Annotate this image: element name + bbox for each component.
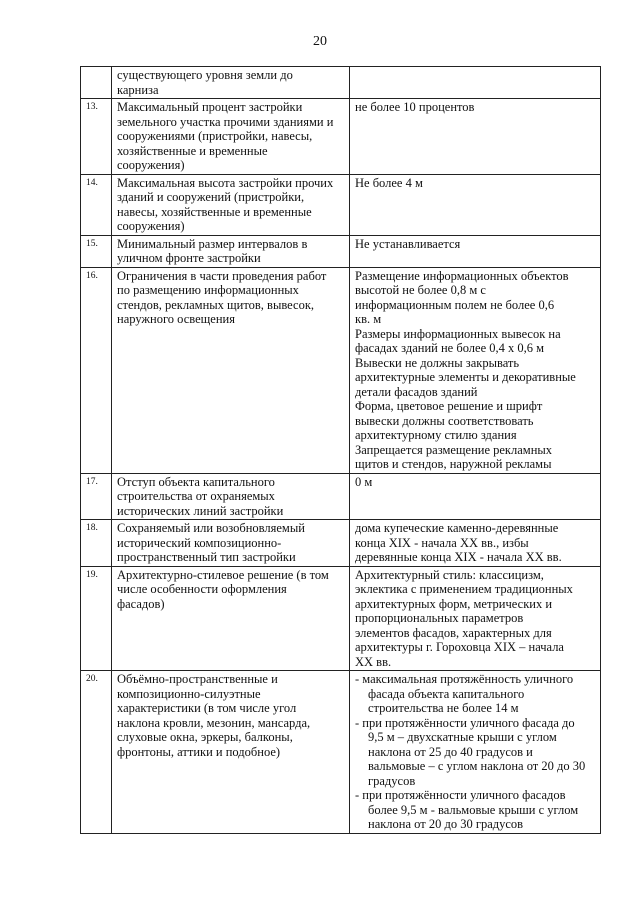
value-cell [350, 67, 601, 99]
parameter-cell [112, 267, 350, 473]
parameter-line: Ограничения в части проведения работ [117, 268, 327, 283]
parameter-line: Сохраняемый или возобновляемый [117, 521, 305, 535]
value-line: градусов [368, 773, 416, 788]
value-line: Размеры информационных вывесок на [355, 326, 561, 341]
parameter-cell [112, 520, 350, 567]
table-row [81, 235, 601, 267]
parameter-line: фронтоны, аттики и подобное) [117, 744, 281, 759]
parameter-line: композиционно-силуэтные [117, 686, 261, 701]
value-line: - при протяжённости уличного фасада до [355, 715, 575, 730]
parameter-line: сооружения) [117, 219, 185, 233]
value-line: конца XIX - начала XX вв., избы [355, 535, 529, 550]
value-line: - при протяжённости уличного фасадов [355, 788, 566, 802]
value-line: детали фасадов зданий [355, 384, 478, 399]
value-line: более 9,5 м - вальмовые крыши с углом [368, 802, 579, 817]
value-line: архитектурных форм, метрических и [355, 596, 553, 611]
parameter-line: Минимальный размер интервалов в [117, 236, 308, 251]
parameter-line: Отступ объекта капитального [117, 474, 275, 489]
parameter-line: уличном фронте застройки [117, 251, 261, 265]
value-cell [350, 473, 601, 520]
parameter-line: стендов, рекламных щитов, вывесок, [117, 297, 315, 312]
parameter-line: Максимальная высота застройки прочих [117, 175, 334, 190]
table-row [81, 566, 601, 671]
value-line: элементов фасадов, характерных для [355, 625, 552, 640]
value-line: XX вв. [355, 654, 392, 669]
parameter-line: Максимальный процент застройки [117, 100, 303, 114]
value-line: не более 10 процентов [355, 100, 475, 114]
value-line: Вывески не должны закрывать [355, 355, 520, 370]
value-line: - максимальная протяжённость уличного [355, 672, 574, 686]
parameter-cell [112, 67, 350, 99]
parameter-line: земельного участка прочими зданиями и [117, 114, 334, 129]
value-cell [350, 520, 601, 567]
value-line: наклона от 20 до 30 градусов [368, 817, 524, 831]
value-line: высотой не более 0,8 м с [355, 283, 486, 297]
parameter-line: слуховые окна, эркеры, балконы, [117, 730, 293, 744]
value-line: вывески должны соответствовать [355, 413, 534, 428]
row-number: 19. [81, 566, 112, 671]
parameter-cell [112, 473, 350, 520]
parameter-cell [112, 174, 350, 235]
parameter-cell [112, 235, 350, 267]
value-line: архитектурные элементы и декоративные [355, 370, 576, 384]
value-line: пропорциональных параметров [355, 611, 524, 625]
parameter-line: навесы, хозяйственные и временные [117, 204, 312, 219]
value-line: эклектика с применением традиционных [355, 582, 573, 596]
value-cell [350, 566, 601, 671]
parameter-line: зданий и сооружений (пристройки, [117, 190, 305, 204]
value-cell [350, 235, 601, 267]
parameter-line: характеристики (в том числе угол [117, 701, 297, 715]
row-number: 18. [81, 520, 112, 567]
value-line: фасада объекта капитального [368, 686, 525, 701]
value-line: архитектурному стилю здания [355, 428, 517, 442]
parameter-line: наклона кровли, мезонин, мансарда, [117, 715, 311, 730]
parameter-line: исторических линий застройки [117, 503, 284, 518]
value-line: щитов и стендов, наружной рекламы [355, 457, 552, 471]
value-line: 9,5 м – двухскатные крыши с углом [368, 730, 557, 744]
value-line: дома купеческие каменно-деревянные [355, 521, 559, 535]
value-cell [350, 267, 601, 473]
value-line: 0 м [355, 474, 373, 489]
row-number: 14. [81, 174, 112, 235]
parameter-line: сооружениями (пристройки, навесы, [117, 129, 313, 143]
value-cell [350, 174, 601, 235]
parameter-line: существующего уровня земли до [117, 68, 293, 82]
parameter-line: по размещению информационных [117, 283, 299, 297]
row-number: 16. [81, 267, 112, 473]
parameter-line: Объёмно-пространственные и [117, 672, 278, 686]
value-line: архитектуры г. Гороховца XIX – начала [355, 640, 564, 654]
parameter-line: числе особенности оформления [117, 582, 287, 596]
value-line: строительства не более 14 м [368, 701, 519, 715]
value-line: Не более 4 м [355, 175, 423, 190]
value-line: Не устанавливается [355, 236, 461, 251]
row-number [81, 67, 112, 99]
parameter-line: исторический композиционно- [117, 535, 282, 550]
value-line: деревянные конца XIX - начала XX вв. [355, 550, 562, 564]
value-line: информационным полем не более 0,6 [355, 297, 555, 312]
value-line: вальмовые – с углом наклона от 20 до 30 [368, 759, 586, 773]
table-row [81, 473, 601, 520]
value-cell [350, 99, 601, 175]
table-row [81, 267, 601, 473]
parameter-line: наружного освещения [117, 312, 235, 326]
row-number: 13. [81, 99, 112, 175]
parameter-cell [112, 566, 350, 671]
page-number: 20 [313, 34, 327, 49]
table-row [81, 520, 601, 567]
parameter-cell [112, 671, 350, 834]
value-bullet [355, 716, 595, 789]
value-line: Форма, цветовое решение и шрифт [355, 399, 543, 413]
table-row [81, 671, 601, 834]
parameter-line: карниза [117, 82, 159, 97]
parameter-line: хозяйственные и временные [117, 143, 268, 158]
value-line: Запрещается размещение рекламных [355, 442, 553, 457]
parameter-line: строительства от охраняемых [117, 489, 275, 503]
table-row [81, 174, 601, 235]
value-line: Размещение информационных объектов [355, 268, 569, 283]
parameter-cell [112, 99, 350, 175]
parameter-line: Архитектурно-стилевое решение (в том [117, 567, 329, 582]
row-number: 15. [81, 235, 112, 267]
row-number: 20. [81, 671, 112, 834]
value-line: наклона от 25 до 40 градусов и [368, 744, 533, 759]
value-line: Архитектурный стиль: классицизм, [355, 567, 544, 582]
value-cell [350, 671, 601, 834]
value-bullet [355, 788, 595, 832]
parameter-line: сооружения) [117, 158, 185, 172]
table-row [81, 99, 601, 175]
parameter-line: фасадов) [117, 596, 165, 611]
row-number: 17. [81, 473, 112, 520]
value-line: фасадах зданий не более 0,4 х 0,6 м [355, 341, 545, 355]
value-bullet [355, 672, 595, 716]
table-row [81, 67, 601, 99]
value-line: кв. м [355, 312, 382, 326]
parameter-line: пространственный тип застройки [117, 550, 296, 564]
regulations-table [80, 66, 601, 834]
